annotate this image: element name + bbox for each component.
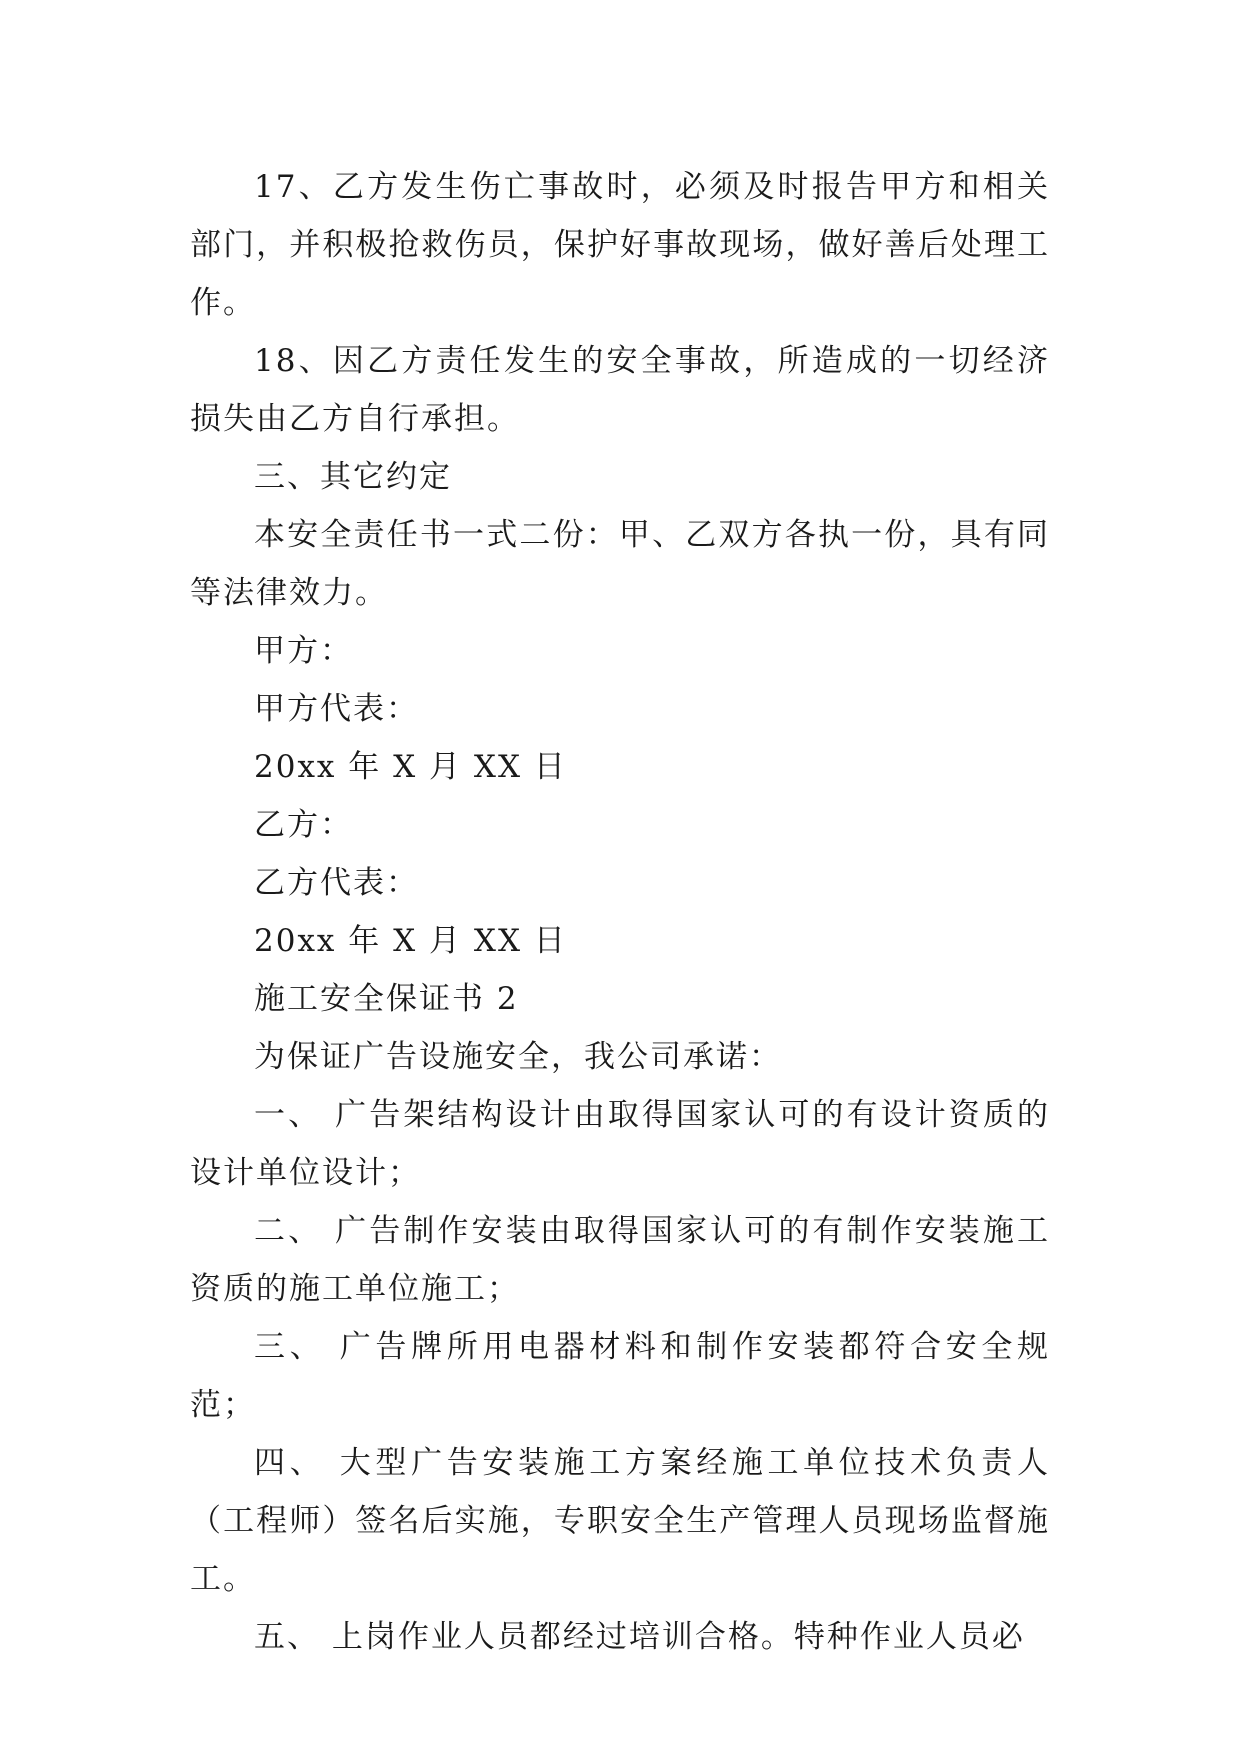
commitment-item-2: 二、 广告制作安装由取得国家认可的有制作安装施工资质的施工单位施工；	[190, 1213, 1050, 1307]
party-b-date: 20xx 年 X 月 XX 日	[254, 923, 567, 959]
paragraph-commitment-intro: 为保证广告设施安全，我公司承诺：	[254, 1039, 782, 1075]
document-body	[190, 158, 1050, 1666]
party-b-representative-label: 乙方代表：	[254, 865, 419, 901]
commitment-item-1: 一、 广告架结构设计由取得国家认可的有设计资质的设计单位设计；	[190, 1097, 1050, 1191]
commitment-item-3: 三、 广告牌所用电器材料和制作安装都符合安全规范；	[190, 1329, 1050, 1423]
party-b-label: 乙方：	[254, 807, 353, 843]
paragraph-18-liability: 18、因乙方责任发生的安全事故，所造成的一切经济损失由乙方自行承担。	[190, 343, 1050, 437]
paragraph-17-accident-report: 17、乙方发生伤亡事故时，必须及时报告甲方和相关部门，并积极抢救伤员，保护好事故现场，做好善后处理工作。	[190, 169, 1050, 321]
paragraph-copies: 本安全责任书一式二份：甲、乙双方各执一份，具有同等法律效力。	[190, 517, 1050, 611]
party-a-date: 20xx 年 X 月 XX 日	[254, 749, 567, 785]
party-a-representative-label: 甲方代表：	[254, 691, 419, 727]
commitment-item-4: 四、 大型广告安装施工方案经施工单位技术负责人（工程师）签名后实施，专职安全生产管理人员现场监督施工。	[190, 1445, 1050, 1597]
commitment-item-5: 五、 上岗作业人员都经过培训合格。特种作业人员必	[254, 1619, 1025, 1655]
document-title-2: 施工安全保证书 2	[254, 981, 519, 1017]
section-heading-other-agreements: 三、其它约定	[254, 459, 452, 495]
party-a-label: 甲方：	[254, 633, 353, 669]
